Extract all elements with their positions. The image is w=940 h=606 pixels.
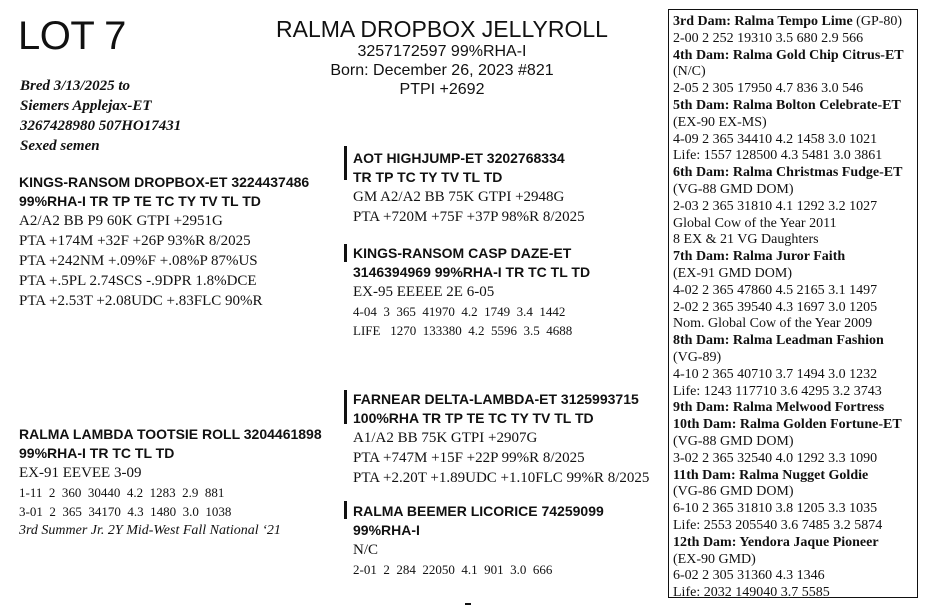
dam-name: RALMA LAMBDA TOOTSIE ROLL 3204461898 xyxy=(19,426,322,442)
dam-detail xyxy=(673,283,917,300)
dam-detail-text: Life: 2032 149040 3.7 5585 xyxy=(673,585,830,601)
dam-detail xyxy=(673,434,917,451)
dam-detail xyxy=(673,367,917,384)
sires-sire-name: AOT HIGHJUMP-ET 3202768334 xyxy=(353,150,565,166)
pedigree-bar xyxy=(344,501,347,519)
bred-line: Sexed semen xyxy=(20,138,100,154)
sire-name: KINGS-RANSOM DROPBOX-ET 3224437486 xyxy=(19,174,310,190)
dam-detail xyxy=(673,266,917,283)
sire-line: A2/A2 BB P9 60K GTPI +2951G xyxy=(19,213,223,229)
dam-detail xyxy=(673,585,917,602)
dam-detail-text: 4-02 2 365 47860 4.5 2165 3.1 1497 xyxy=(673,282,878,298)
sires-dam-classification: EX-95 EEEEE 2E 6-05 xyxy=(353,284,495,300)
dams-dam-name: RALMA BEEMER LICORICE 74259099 xyxy=(353,503,604,519)
sires-sire-line: GM A2/A2 BB 75K GTPI +2948G xyxy=(353,189,565,205)
sire-line: PTA +.5PL 2.74SCS -.9DPR 1.8%DCE xyxy=(19,273,257,289)
dam-detail xyxy=(673,568,917,585)
dam-detail-text: Life: 1557 128500 4.3 5481 3.0 3861 xyxy=(673,148,883,164)
dam-detail-text: Life: 1243 117710 3.6 4295 3.2 3743 xyxy=(673,383,882,399)
sires-sire-traits: TR TP TC TY TV TL TD xyxy=(353,169,503,185)
dam-detail-text: 3-02 2 365 32540 4.0 1292 3.3 1090 xyxy=(673,450,878,466)
sires-sire-line: PTA +720M +75F +37P 98%R 8/2025 xyxy=(353,209,585,225)
dam-heading xyxy=(673,400,917,417)
dam-detail-text: (VG-89) xyxy=(673,349,722,365)
dam-detail xyxy=(673,518,917,535)
dam-heading xyxy=(673,48,917,65)
dams-sire-line: PTA +2.20T +1.89UDC +1.10FLC 99%R 8/2025 xyxy=(353,470,650,486)
sires-dam-registration: 3146394969 99%RHA-I TR TC TL TD xyxy=(353,264,591,280)
dam-detail-text: (EX-90 EX-MS) xyxy=(673,114,767,130)
dam-detail-text: 2-05 2 305 17950 4.7 836 3.0 546 xyxy=(673,81,864,97)
dam-record: 3-01 2 365 34170 4.3 1480 3.0 1038 xyxy=(19,504,232,519)
dam-detail xyxy=(673,350,917,367)
dam-detail-text: 4-09 2 365 34410 4.2 1458 3.0 1021 xyxy=(673,131,878,147)
dam-detail-text: 4-10 2 365 40710 3.7 1494 3.0 1232 xyxy=(673,366,878,382)
dam-detail-text: Global Cow of the Year 2011 xyxy=(673,215,837,231)
dam-detail-text: (GP-80) xyxy=(852,14,903,29)
sire-line: PTA +174M +32F +26P 93%R 8/2025 xyxy=(19,233,251,249)
dam-block xyxy=(19,425,322,541)
dams-dam-registration: 99%RHA-I xyxy=(353,522,420,538)
dam-detail-text: (VG-88 GMD DOM) xyxy=(673,181,794,197)
dam-detail-text: (EX-90 GMD) xyxy=(673,551,756,567)
animal-header xyxy=(262,16,622,99)
dams-sire-line: PTA +747M +15F +22P 99%R 8/2025 xyxy=(353,450,585,466)
dam-detail-text: 6-10 2 365 31810 3.8 1205 3.3 1035 xyxy=(673,501,878,517)
dam-heading xyxy=(673,165,917,182)
birth-date: Born: December 26, 2023 #821 xyxy=(330,62,554,79)
extended-pedigree-box xyxy=(668,9,918,601)
dam-detail-text: 6-02 2 305 31360 4.3 1346 xyxy=(673,568,825,584)
ptpi: PTPI +2692 xyxy=(399,81,485,98)
dam-heading-text: 10th Dam: Ralma Golden Fortune-ET xyxy=(673,417,902,433)
bred-line: Siemers Applejax-ET xyxy=(20,98,152,114)
dam-detail xyxy=(673,64,917,81)
dam-heading xyxy=(673,249,917,266)
dam-heading-text: 7th Dam: Ralma Juror Faith xyxy=(673,249,846,265)
dam-detail xyxy=(673,115,917,132)
dam-detail xyxy=(673,552,917,569)
dam-detail-text: 8 EX & 21 VG Daughters xyxy=(673,232,819,248)
dam-record: 1-11 2 360 30440 4.2 1283 2.9 881 xyxy=(19,485,225,500)
pedigree-bar xyxy=(344,244,347,262)
dam-detail xyxy=(673,31,917,48)
dam-detail xyxy=(673,216,917,233)
dam-heading xyxy=(673,468,917,485)
dam-detail-text: 2-02 2 365 39540 4.3 1697 3.0 1205 xyxy=(673,299,878,315)
dam-detail-text: Life: 2553 205540 3.6 7485 3.2 5874 xyxy=(673,517,883,533)
bred-line: 3267428980 507HO17431 xyxy=(20,118,182,134)
dam-detail-text: (EX-91 GMD DOM) xyxy=(673,265,792,281)
dam-detail xyxy=(673,484,917,501)
dams-sire-name: FARNEAR DELTA-LAMBDA-ET 3125993715 xyxy=(353,391,639,407)
sires-sire-block xyxy=(353,149,585,227)
dam-heading-text: 11th Dam: Ralma Nugget Goldie xyxy=(673,467,869,483)
pedigree-bar xyxy=(344,390,347,424)
dam-heading-text: 3rd Dam: Ralma Tempo Lime xyxy=(673,14,853,29)
dam-detail xyxy=(673,316,917,333)
dam-heading-text: 12th Dam: Yendora Jaque Pioneer xyxy=(673,534,879,550)
sires-dam-record: 4-04 3 365 41970 4.2 1749 3.4 1442 xyxy=(353,304,566,319)
dam-heading-text: 8th Dam: Ralma Leadman Fashion xyxy=(673,333,884,349)
dam-classification: EX-91 EEVEE 3-09 xyxy=(19,465,142,481)
dam-heading xyxy=(673,417,917,434)
dams-dam-classification: N/C xyxy=(353,542,379,558)
animal-registration: 3257172597 99%RHA-I xyxy=(357,43,527,60)
sires-dam-block xyxy=(353,244,590,340)
dams-sire-block xyxy=(353,390,649,488)
dam-heading-text: 6th Dam: Ralma Christmas Fudge-ET xyxy=(673,165,903,181)
page-mark xyxy=(465,603,471,605)
dam-detail xyxy=(673,148,917,165)
dam-heading xyxy=(673,535,917,552)
pedigree-bar xyxy=(344,146,347,180)
dam-detail xyxy=(673,182,917,199)
dam-detail-text: (N/C) xyxy=(673,64,706,80)
bred-line: Bred 3/13/2025 to xyxy=(20,78,131,94)
sire-line: PTA +2.53T +2.08UDC +.83FLC 90%R xyxy=(19,293,263,309)
dam-detail xyxy=(673,384,917,401)
dam-detail xyxy=(673,81,917,98)
dam-detail xyxy=(673,451,917,468)
dam-detail xyxy=(673,501,917,518)
dam-heading-text: 5th Dam: Ralma Bolton Celebrate-ET xyxy=(673,97,901,113)
dam-heading-text: 4th Dam: Ralma Gold Chip Citrus-ET xyxy=(673,47,904,63)
dams-sire-line: A1/A2 BB 75K GTPI +2907G xyxy=(353,430,538,446)
dam-detail xyxy=(673,199,917,216)
lot-number: LOT 7 xyxy=(18,14,126,58)
dam-detail xyxy=(673,300,917,317)
dam-heading xyxy=(673,98,917,115)
dam-detail xyxy=(673,132,917,149)
dam-registration: 99%RHA-I TR TC TL TD xyxy=(19,445,175,461)
dam-detail-text: (VG-88 GMD DOM) xyxy=(673,433,794,449)
dam-detail-text: (VG-86 GMD DOM) xyxy=(673,484,794,500)
sire-registration: 99%RHA-I TR TP TE TC TY TV TL TD xyxy=(19,193,261,209)
dam-heading xyxy=(673,14,917,31)
sires-dam-name: KINGS-RANSOM CASP DAZE-ET xyxy=(353,245,572,261)
dams-dam-record: 2-01 2 284 22050 4.1 901 3.0 666 xyxy=(353,562,553,577)
dams-sire-traits: 100%RHA TR TP TE TC TY TV TL TD xyxy=(353,410,594,426)
sires-dam-record: LIFE 1270 133380 4.2 5596 3.5 4688 xyxy=(353,323,573,338)
sire-line: PTA +242NM +.09%F +.08%P 87%US xyxy=(19,253,258,269)
dam-detail xyxy=(673,232,917,249)
dam-heading xyxy=(673,333,917,350)
dam-note: 3rd Summer Jr. 2Y Mid-West Fall National ‘21 xyxy=(19,523,281,538)
dam-heading-text: 9th Dam: Ralma Melwood Fortress xyxy=(673,400,885,416)
sire-block xyxy=(19,173,309,311)
animal-name: RALMA DROPBOX JELLYROLL xyxy=(276,16,608,42)
dams-dam-block xyxy=(353,502,604,579)
dam-detail-text: 2-03 2 365 31810 4.1 1292 3.2 1027 xyxy=(673,198,878,214)
dam-detail-text: Nom. Global Cow of the Year 2009 xyxy=(673,316,873,332)
dam-detail-text: 2-00 2 252 19310 3.5 680 2.9 566 xyxy=(673,30,864,46)
bred-info xyxy=(20,76,181,156)
